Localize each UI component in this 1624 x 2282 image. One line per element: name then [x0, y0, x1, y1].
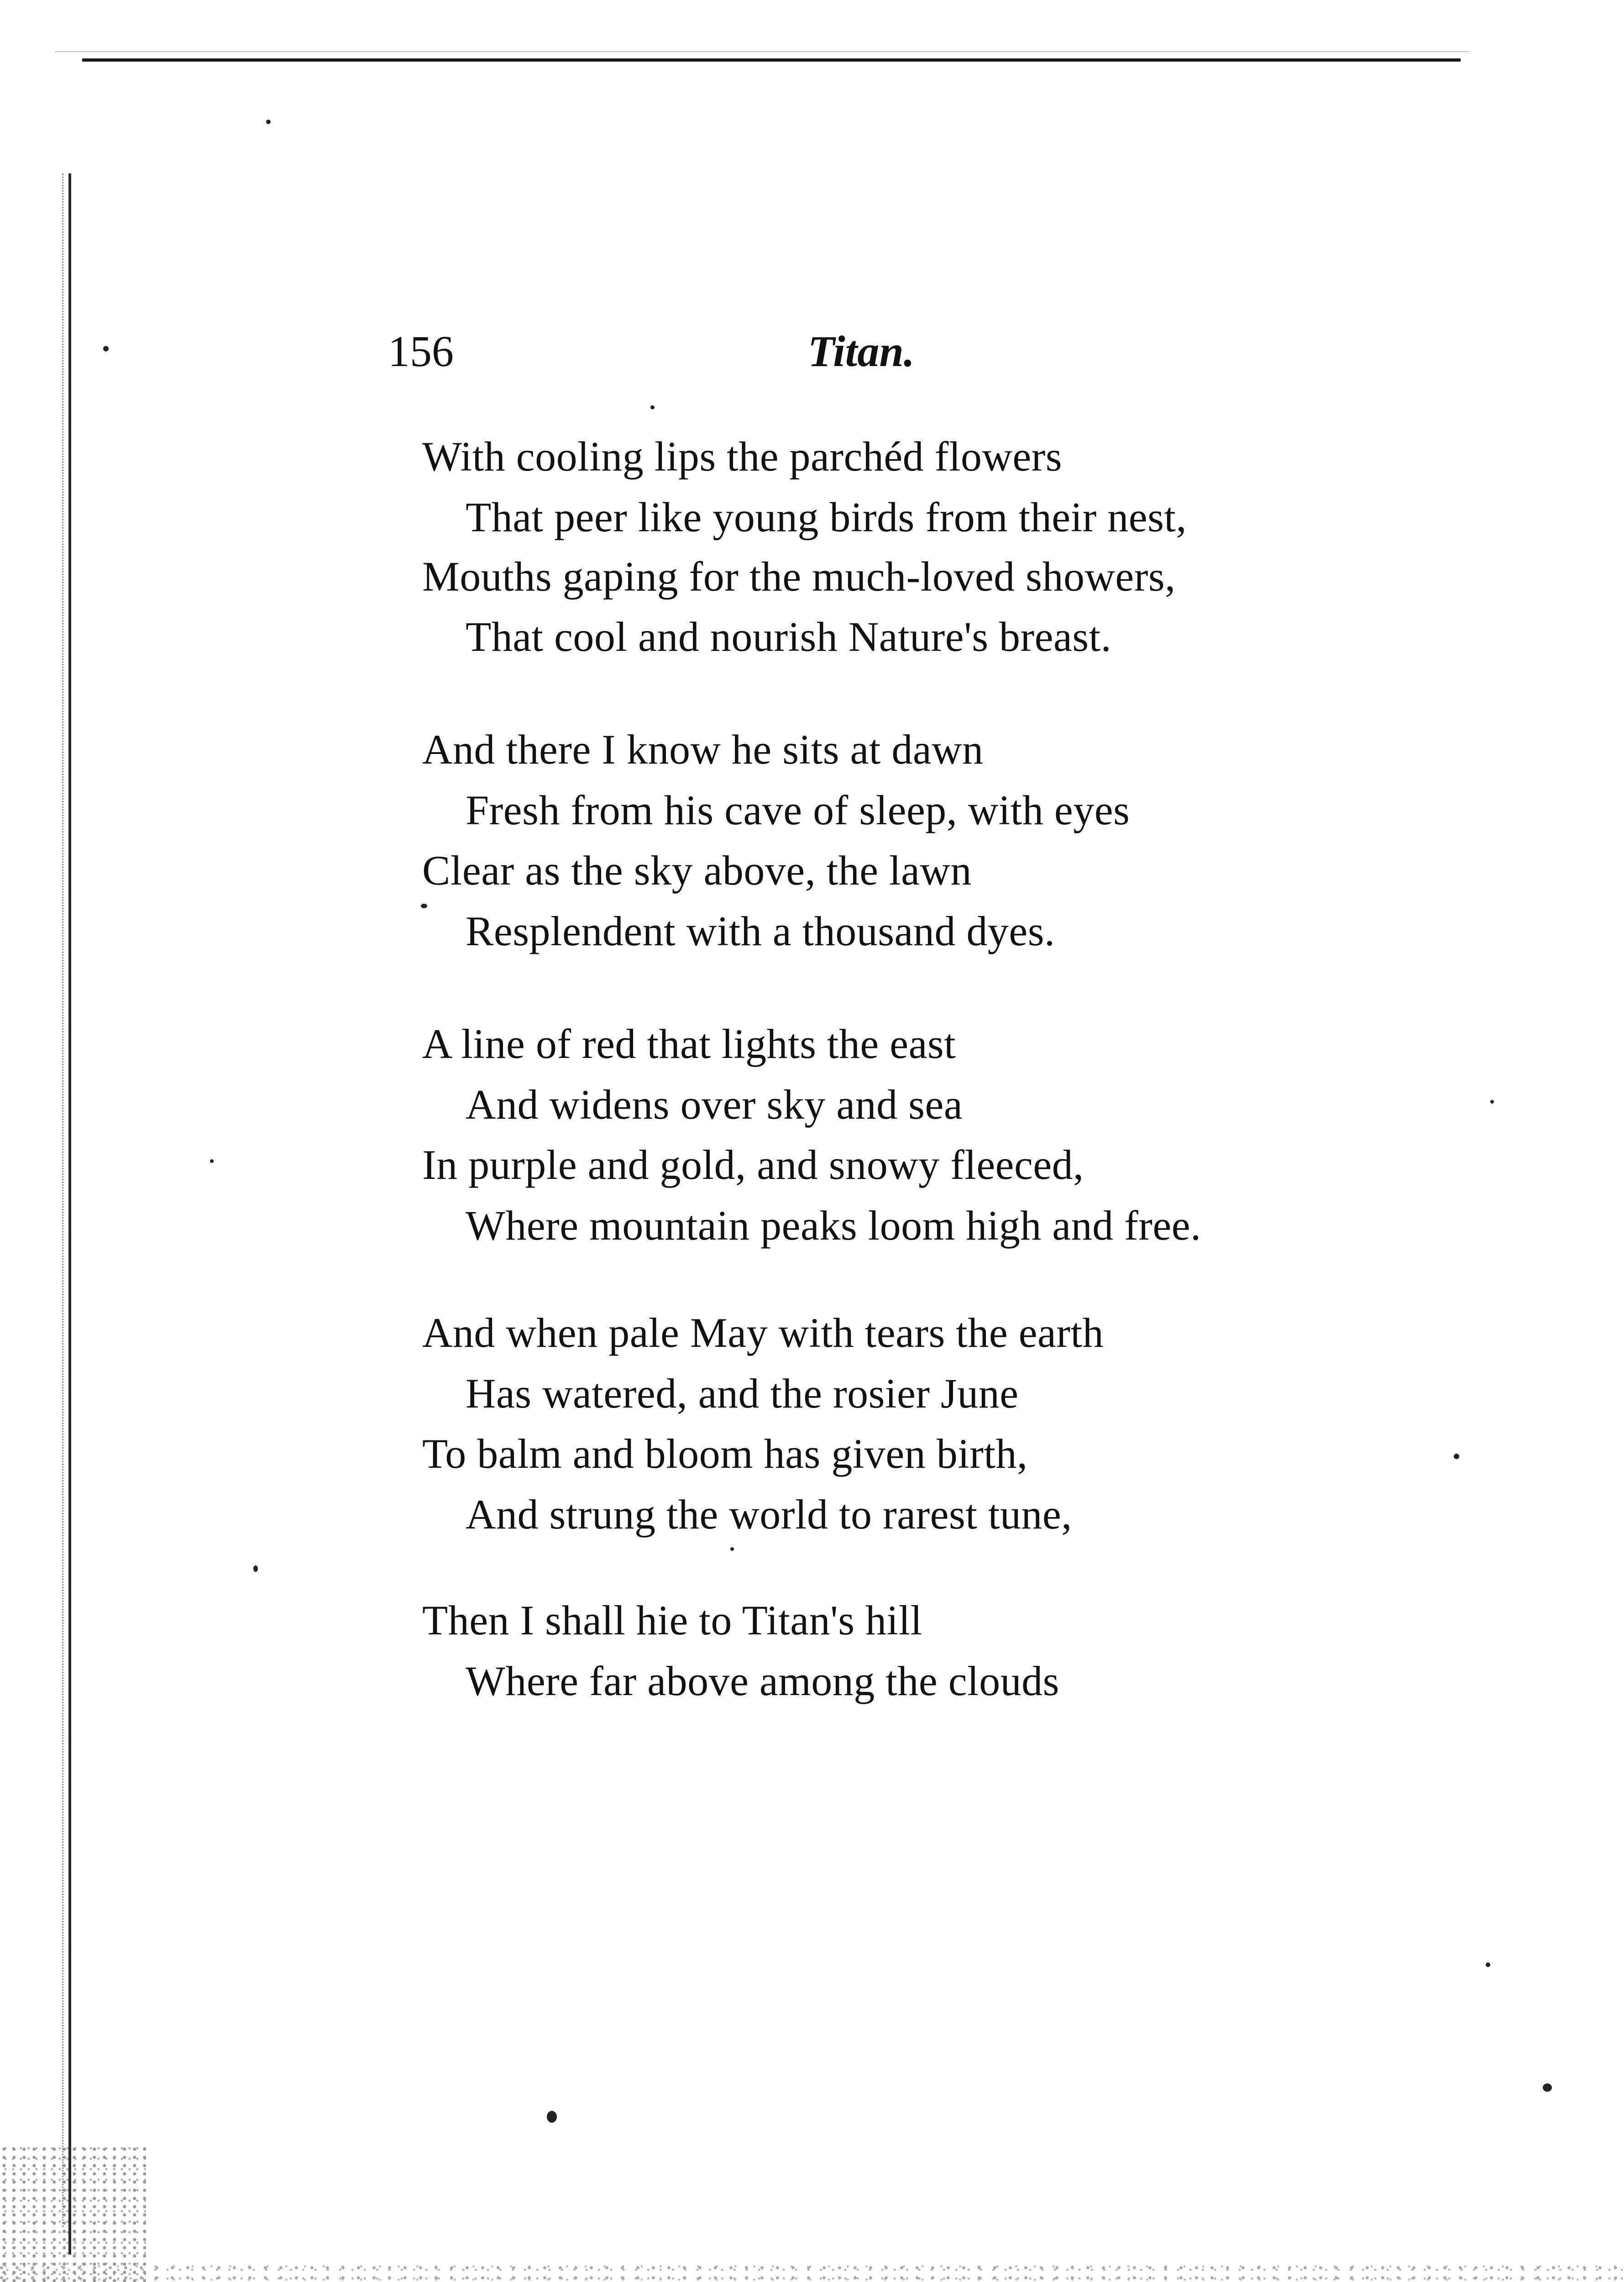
poem-line: With cooling lips the parchéd flowers: [422, 433, 1063, 480]
poem-line: In purple and gold, and snowy fleeced,: [422, 1141, 1084, 1188]
poem-line: And when pale May with tears the earth: [422, 1309, 1104, 1356]
poem-line: Then I shall hie to Titan's hill: [422, 1597, 922, 1643]
page-number: 156: [388, 327, 454, 376]
poem-line: Where mountain peaks loom high and free.: [466, 1202, 1201, 1249]
poem-line: And there I know he sits at dawn: [422, 726, 984, 773]
poem-line: And strung the world to rarest tune,: [466, 1491, 1072, 1538]
poem-line: Resplendent with a thousand dyes.: [466, 908, 1055, 954]
poem-line: Fresh from his cave of sleep, with eyes: [466, 787, 1130, 833]
poem-line: Clear as the sky above, the lawn: [422, 847, 972, 894]
poem-line: Mouths gaping for the much-loved showers,: [422, 553, 1176, 600]
poem-line: That peer like young birds from their nest,: [466, 494, 1187, 540]
poem-line: That cool and nourish Nature's breast.: [466, 613, 1112, 660]
poem-line: Has watered, and the rosier June: [466, 1370, 1019, 1417]
poem-line: Where far above among the clouds: [466, 1658, 1059, 1704]
poem-line: And widens over sky and sea: [466, 1081, 963, 1128]
running-title: Titan.: [808, 327, 915, 376]
poem-line: A line of red that lights the east: [422, 1021, 956, 1067]
poem-line: To balm and bloom has given birth,: [422, 1430, 1028, 1477]
